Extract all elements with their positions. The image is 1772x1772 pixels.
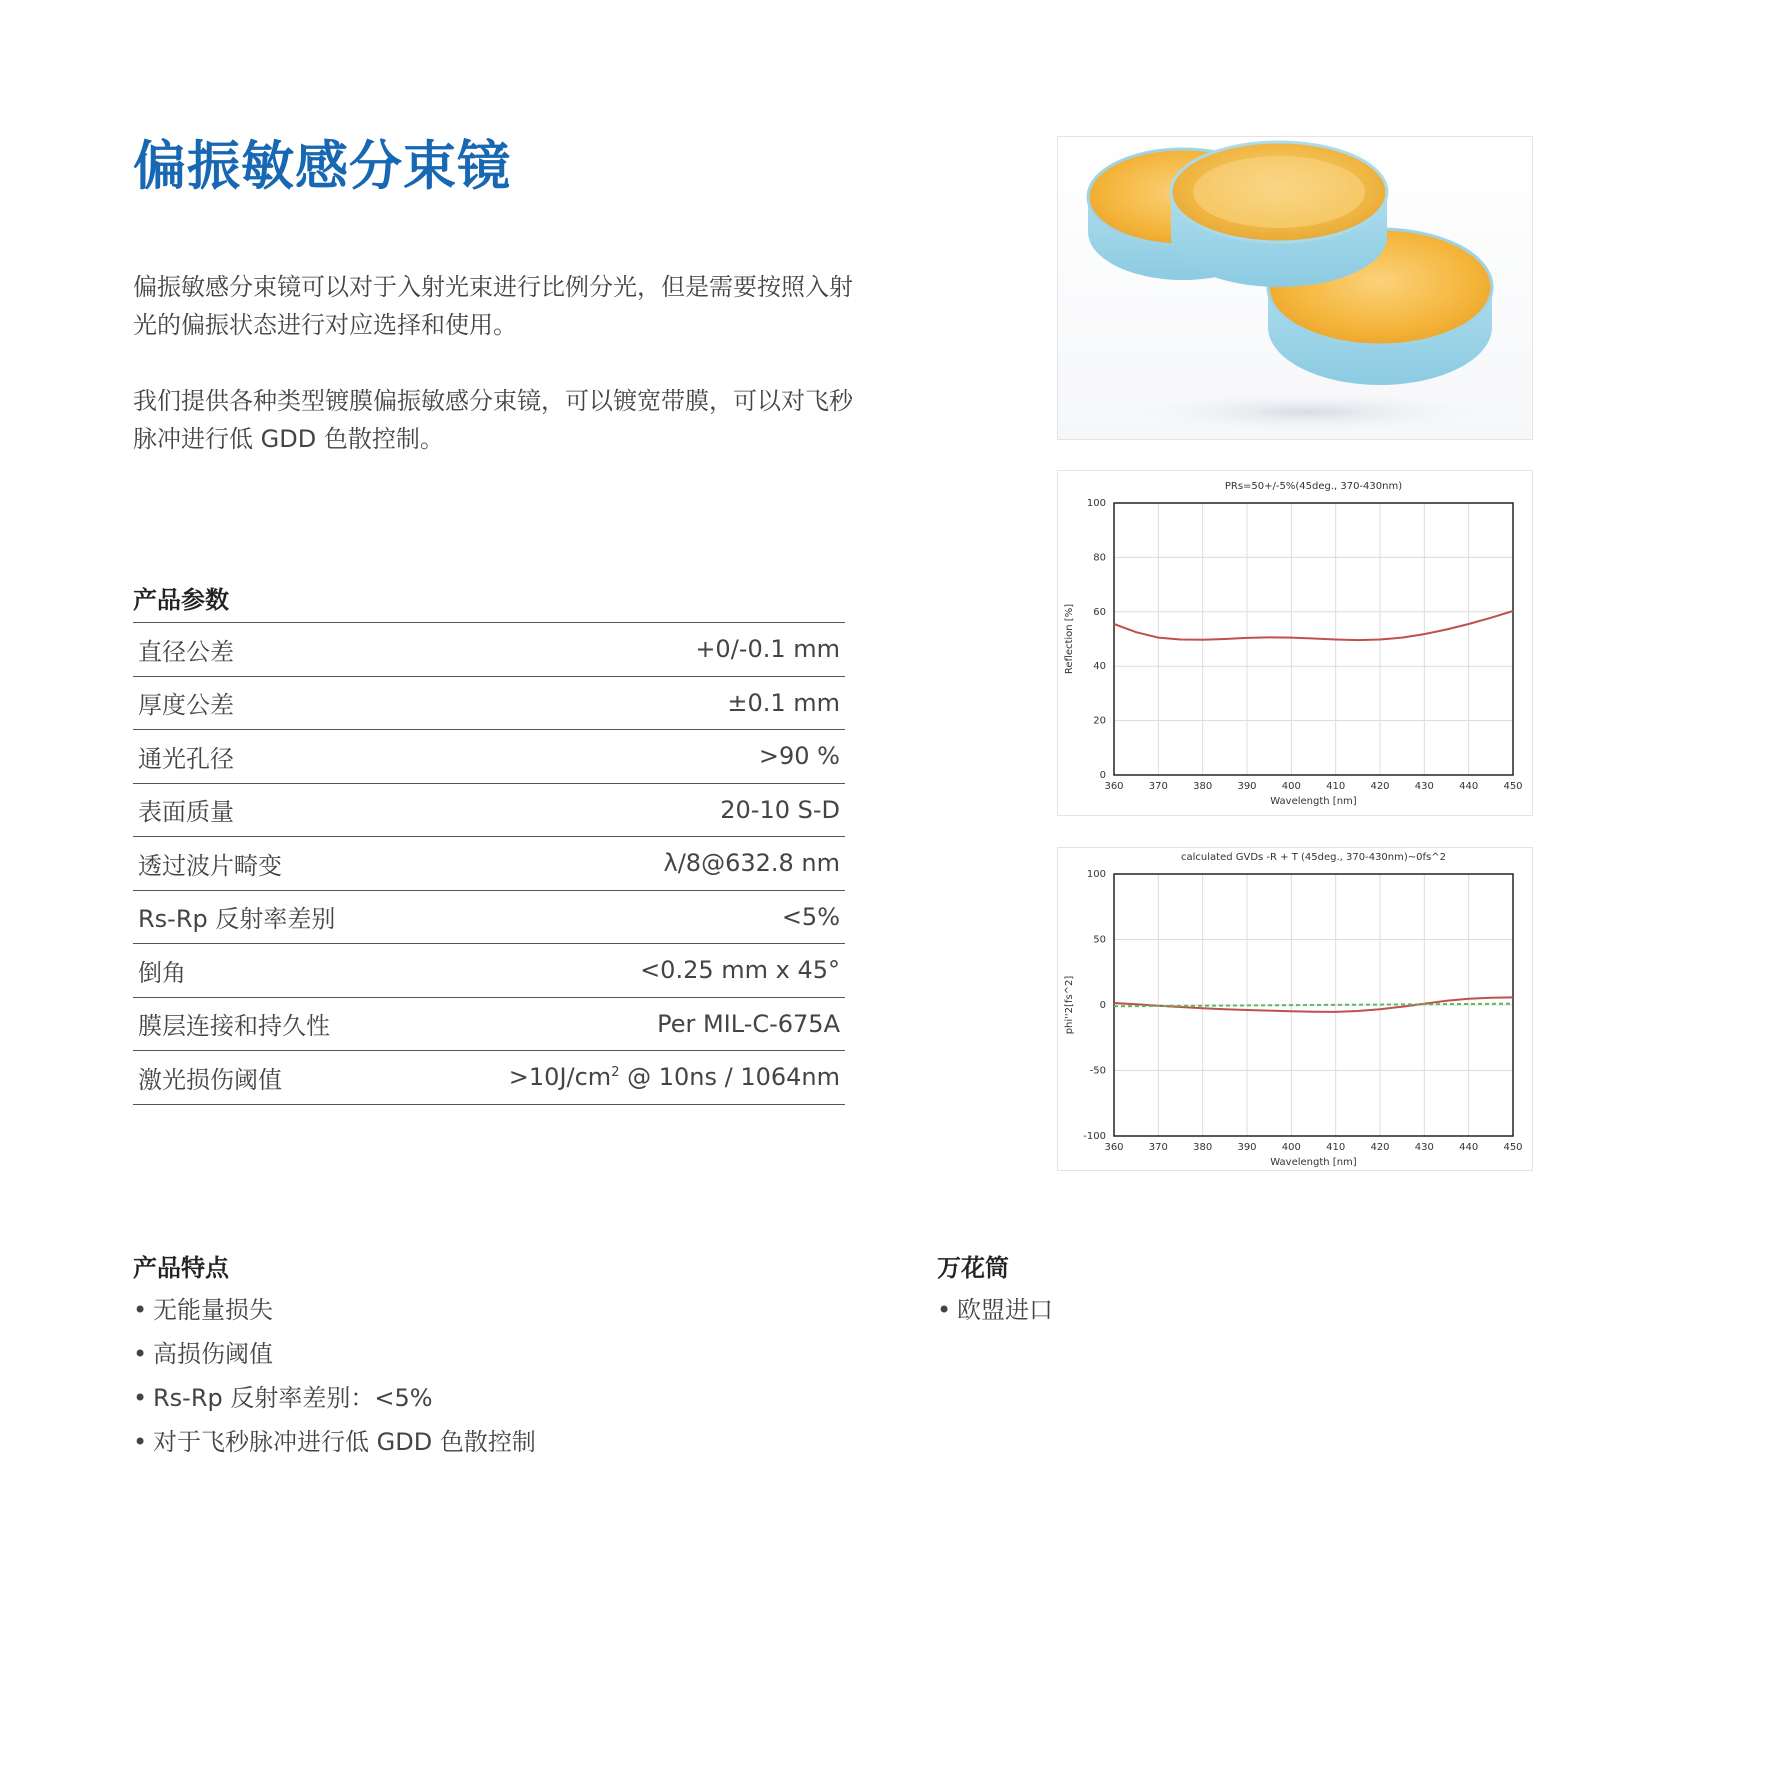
intro-text <box>133 268 853 496</box>
spec-row <box>133 677 845 731</box>
y-tick-label: 40 <box>1093 661 1106 673</box>
y-tick-label: 50 <box>1093 934 1106 946</box>
x-tick-label: 400 <box>1281 1142 1301 1153</box>
x-tick-label: 450 <box>1503 1142 1523 1153</box>
intro-paragraph-1: 偏振敏感分束镜可以对于入射光束进行比例分光，但是需要按照入射光的偏振状态进行对应选择和使用。 <box>133 273 853 339</box>
feature-text: 无能量损失 <box>153 1296 273 1324</box>
bullet-icon: • <box>133 1340 148 1368</box>
feature-text: 高损伤阈值 <box>153 1340 273 1368</box>
chart-title: PRs=50+/-5%(45deg., 370-430nm) <box>1224 481 1403 492</box>
x-tick-label: 410 <box>1326 1142 1346 1153</box>
y-tick-label: 100 <box>1086 498 1106 509</box>
y-axis-label: Reflection [%] <box>1064 603 1075 675</box>
spec-value <box>509 1063 840 1091</box>
brand-text: 欧盟进口 <box>957 1296 1053 1324</box>
x-tick-label: 370 <box>1148 781 1168 792</box>
spec-row <box>133 784 845 838</box>
y-tick-label: 100 <box>1086 869 1106 880</box>
series-line <box>1114 611 1513 640</box>
spec-value-tail: @ 10ns / 1064nm <box>619 1063 840 1092</box>
x-tick-label: 420 <box>1370 1142 1390 1153</box>
y-axis-label: phi''2[fs^2] <box>1064 975 1075 1035</box>
y-tick-label: -50 <box>1089 1065 1106 1077</box>
list-item <box>133 1376 536 1420</box>
list-item <box>133 1288 536 1332</box>
spec-value: +0/-0.1 mm <box>695 635 840 664</box>
brand-list <box>937 1288 1053 1332</box>
intro-paragraph-2: 我们提供各种类型镀膜偏振敏感分束镜，可以镀宽带膜，可以对飞秒脉冲进行低 GDD 色散控制。 <box>133 387 853 453</box>
bullet-icon: • <box>937 1296 952 1324</box>
spec-value: <5% <box>781 902 840 931</box>
gvd-chart <box>1058 848 1532 1170</box>
gvd-chart-panel <box>1057 847 1533 1171</box>
spec-table <box>133 622 845 1105</box>
x-tick-label: 400 <box>1281 781 1301 792</box>
spec-value: ±0.1 mm <box>727 688 840 717</box>
bullet-icon: • <box>133 1384 148 1412</box>
list-item <box>133 1332 536 1376</box>
spec-value: 20-10 S-D <box>720 795 840 824</box>
spec-label: Rs-Rp 反射率差别 <box>138 905 336 934</box>
reflection-chart <box>1058 471 1532 815</box>
page-title: 偏振敏感分束镜 <box>133 136 511 197</box>
spec-value: >90 % <box>758 742 840 771</box>
x-tick-label: 360 <box>1104 781 1124 792</box>
spec-row <box>133 837 845 891</box>
spec-label: 倒角 <box>138 958 186 987</box>
bullet-icon: • <box>133 1428 148 1456</box>
spec-row <box>133 730 845 784</box>
y-tick-label: 80 <box>1093 552 1106 564</box>
x-tick-label: 410 <box>1326 781 1346 792</box>
x-axis-label: Wavelength [nm] <box>1270 1157 1357 1168</box>
x-tick-label: 380 <box>1193 781 1213 792</box>
spec-label: 厚度公差 <box>138 691 234 720</box>
spec-row <box>133 623 845 677</box>
x-tick-label: 360 <box>1104 1142 1124 1153</box>
spec-label: 透过波片畸变 <box>138 851 282 880</box>
spec-label: 激光损伤阈值 <box>138 1065 282 1094</box>
bullet-icon: • <box>133 1296 148 1324</box>
specs-heading: 产品参数 <box>133 586 229 614</box>
y-tick-label: 0 <box>1099 1000 1106 1011</box>
lens-top <box>1171 142 1387 287</box>
spec-value-superscript: 2 <box>611 1065 620 1081</box>
chart-title: calculated GVDs -R + T (45deg., 370-430nm)~0fs^2 <box>1181 852 1446 863</box>
y-tick-label: -100 <box>1083 1131 1106 1142</box>
x-tick-label: 430 <box>1414 1142 1434 1153</box>
list-item <box>937 1288 1053 1332</box>
x-tick-label: 420 <box>1370 781 1390 792</box>
spec-label: 直径公差 <box>138 637 234 666</box>
x-axis-label: Wavelength [nm] <box>1270 796 1357 807</box>
spec-row <box>133 998 845 1052</box>
feature-text: 对于飞秒脉冲进行低 GDD 色散控制 <box>153 1428 536 1456</box>
spec-row <box>133 891 845 945</box>
y-tick-label: 60 <box>1093 606 1106 618</box>
beam-splitter-image <box>1058 137 1532 439</box>
product-photo <box>1057 136 1533 440</box>
y-tick-label: 20 <box>1093 715 1106 727</box>
x-tick-label: 370 <box>1148 1142 1168 1153</box>
spec-label: 表面质量 <box>138 798 234 827</box>
x-tick-label: 440 <box>1459 781 1479 792</box>
spec-label: 通光孔径 <box>138 744 234 773</box>
spec-value: Per MIL-C-675A <box>657 1009 840 1038</box>
feature-text: Rs-Rp 反射率差别：<5% <box>153 1384 433 1412</box>
features-list <box>133 1288 536 1464</box>
list-item <box>133 1420 536 1464</box>
x-tick-label: 430 <box>1414 781 1434 792</box>
x-tick-label: 390 <box>1237 781 1257 792</box>
brand-heading: 万花筒 <box>937 1254 1009 1282</box>
spec-row <box>133 944 845 998</box>
x-tick-label: 380 <box>1193 1142 1213 1153</box>
spec-label: 膜层连接和持久性 <box>138 1012 330 1041</box>
series-line <box>1114 1004 1513 1007</box>
x-tick-label: 450 <box>1503 781 1523 792</box>
y-tick-label: 0 <box>1099 770 1106 781</box>
x-tick-label: 440 <box>1459 1142 1479 1153</box>
spec-row <box>133 1051 845 1105</box>
reflection-chart-panel <box>1057 470 1533 816</box>
spec-value: λ/8@632.8 nm <box>663 849 840 878</box>
features-heading: 产品特点 <box>133 1254 229 1282</box>
x-tick-label: 390 <box>1237 1142 1257 1153</box>
spec-value: <0.25 mm x 45° <box>640 956 840 985</box>
spec-value-main: >10J/cm <box>508 1063 612 1092</box>
